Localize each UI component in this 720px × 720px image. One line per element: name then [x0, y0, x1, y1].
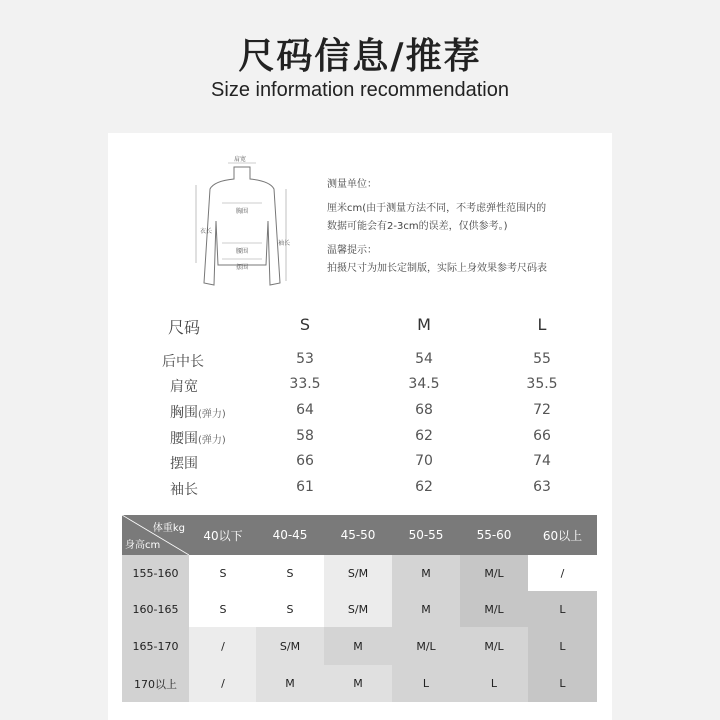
height-row-label: 155-160 [122, 555, 189, 591]
size-value: 58 [296, 428, 314, 444]
size-header-label: 尺码 [168, 318, 201, 337]
garment-diagram [182, 155, 302, 295]
recommendation-cell: S [256, 591, 324, 627]
recommendation-cell: L [528, 591, 597, 627]
size-row [0, 453, 720, 477]
size-value: 74 [533, 453, 551, 469]
size-value: 68 [415, 402, 433, 418]
measurement-notes [327, 176, 547, 278]
recommendation-cell: M [392, 555, 460, 591]
unit-line-2: 数据可能会有2-3cm的误差，仅供参考。) [327, 221, 508, 232]
recommendation-cell: L [528, 665, 597, 702]
size-header-s: S [299, 315, 311, 334]
recommendation-cell: / [189, 665, 257, 702]
recommendation-cell: L [392, 665, 460, 702]
recommendation-cell: M/L [460, 555, 528, 591]
size-row [0, 428, 720, 452]
recommendation-cell: / [528, 555, 597, 591]
size-value: 35.5 [526, 376, 558, 392]
recommendation-cell: M/L [460, 591, 528, 627]
size-row-label: 摆围 [170, 456, 198, 472]
size-value: 54 [415, 351, 433, 367]
corner-weight-label: 体重kg [152, 523, 185, 534]
recommendation-cell: L [460, 665, 528, 702]
size-recommendation-table [122, 515, 597, 702]
recommendation-cell: S/M [256, 627, 324, 665]
recommendation-cell: M/L [392, 627, 460, 665]
recommendation-cell: M [256, 665, 324, 702]
recommendation-cell: M [392, 591, 460, 627]
weight-header: 50-55 [392, 515, 460, 555]
page-title: 尺码信息/推荐 [238, 36, 482, 77]
recommendation-cell: M/L [460, 627, 528, 665]
diagram-label-shoulder: 肩宽 [234, 156, 247, 163]
height-row-label: 160-165 [122, 591, 189, 627]
unit-title: 测量单位： [327, 179, 377, 190]
unit-line-1: 厘米cm(由于测量方法不同，不考虑弹性范围内的 [327, 203, 547, 214]
size-value: 64 [296, 402, 314, 418]
corner-height-label: 身高cm [125, 540, 161, 551]
size-header-l: L [537, 315, 547, 334]
weight-header: 45-50 [324, 515, 392, 555]
size-row [0, 402, 720, 426]
weight-header: 60以上 [528, 515, 597, 555]
diagram-label-chest: 胸围 [236, 208, 249, 215]
recommendation-cell: S [256, 555, 324, 591]
diagram-label-sleeve: 袖长 [278, 240, 291, 247]
size-row-label: 袖长 [170, 482, 198, 498]
size-value: 62 [415, 428, 433, 444]
size-row-note: (弹力) [198, 409, 226, 420]
size-value: 61 [296, 479, 314, 495]
diagram-label-length: 衣长 [200, 228, 213, 235]
size-value: 62 [415, 479, 433, 495]
size-row [0, 351, 720, 375]
diagram-label-hem: 摆围 [236, 264, 249, 271]
tip-title: 温馨提示： [327, 245, 377, 256]
size-row-label: 腰围 [170, 431, 198, 447]
weight-header: 40以下 [189, 515, 257, 555]
weight-header: 40-45 [256, 515, 324, 555]
size-value: 53 [296, 351, 314, 367]
size-value: 63 [533, 479, 551, 495]
recommendation-cell: / [189, 627, 257, 665]
size-row-label: 肩宽 [170, 379, 198, 395]
weight-header: 55-60 [460, 515, 528, 555]
height-row-label: 165-170 [122, 627, 189, 665]
page-subtitle: Size information recommendation [211, 79, 509, 101]
size-value: 34.5 [408, 376, 440, 392]
size-row [0, 376, 720, 400]
size-row-label: 胸围 [170, 405, 198, 421]
size-value: 33.5 [289, 376, 321, 392]
size-header-m: M [417, 315, 431, 334]
recommendation-cell: M [324, 627, 392, 665]
recommendation-cell: S/M [324, 555, 392, 591]
size-value: 72 [533, 402, 551, 418]
size-value: 66 [296, 453, 314, 469]
recommendation-cell: L [528, 627, 597, 665]
size-value: 70 [415, 453, 433, 469]
height-row-label: 170以上 [122, 665, 189, 702]
tip-line-1: 拍摄尺寸为加长定制版，实际上身效果参考尺码表 [327, 263, 547, 274]
size-row-label: 后中长 [162, 354, 204, 370]
grid-corner [122, 515, 189, 555]
size-row-note: (弹力) [198, 435, 226, 446]
recommendation-cell: S [189, 591, 257, 627]
recommendation-cell: M [324, 665, 392, 702]
recommendation-cell: S/M [324, 591, 392, 627]
diagram-label-waist: 腰围 [236, 248, 249, 255]
size-row [0, 479, 720, 503]
recommendation-cell: S [189, 555, 257, 591]
size-table-header [0, 315, 720, 339]
size-value: 55 [533, 351, 551, 367]
size-value: 66 [533, 428, 551, 444]
